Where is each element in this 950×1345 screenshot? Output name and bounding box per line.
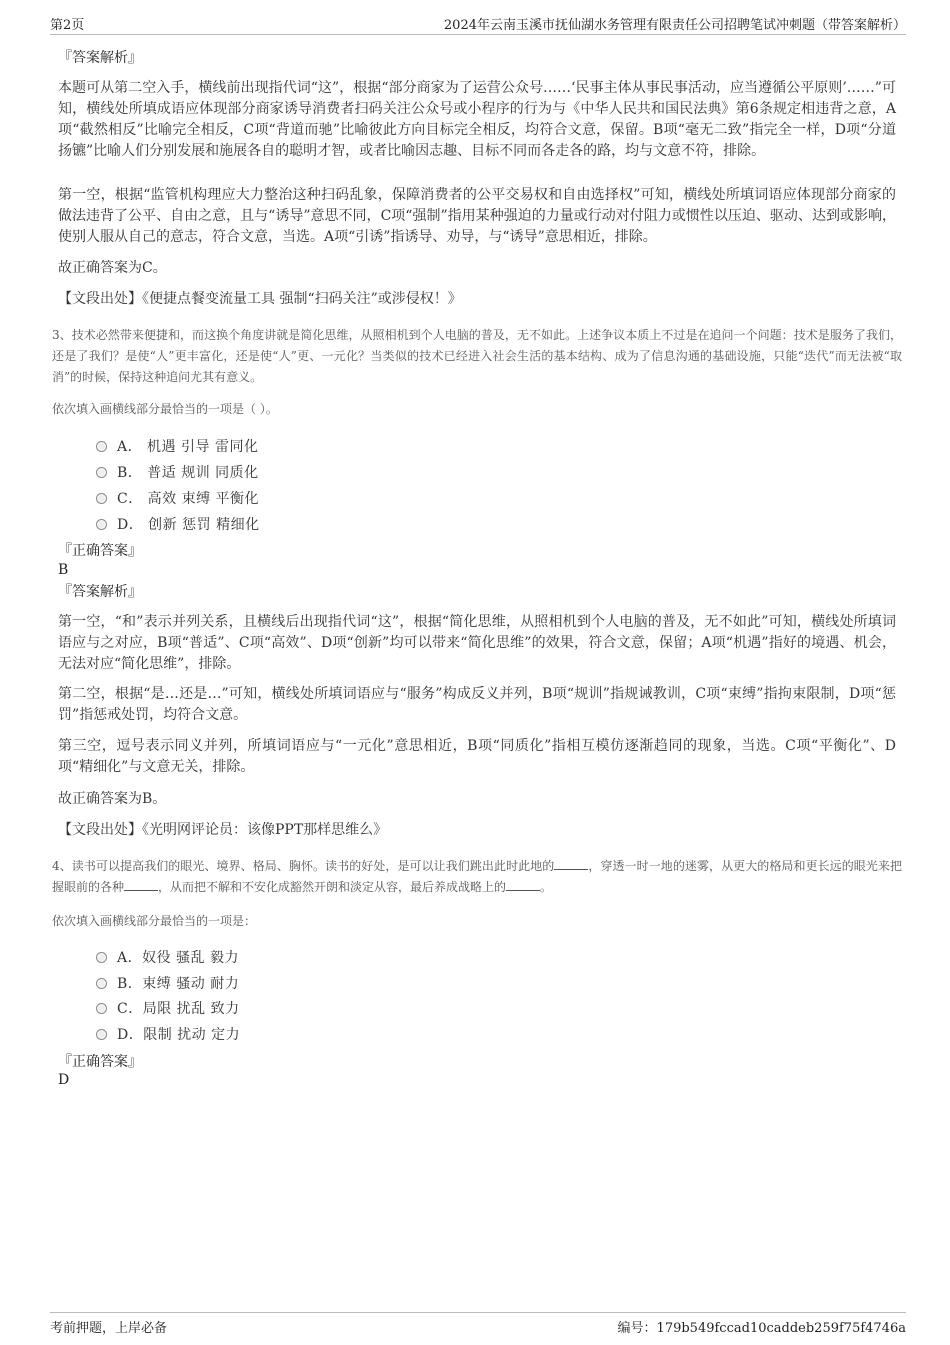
q4-prompt: 依次填入画横线部分最恰当的一项是： bbox=[52, 914, 257, 928]
page-header bbox=[50, 12, 906, 35]
q3-analysis-paragraph-3: 第三空，逗号表示同义并列，所填词语应与“一元化”意思相近，B项“同质化”指相互模仿逐渐趋同的现象，当选。C项“平衡化”、D项“精细化”与文意无关，排除。 bbox=[58, 738, 896, 775]
q4-question-text: 4、读书可以提高我们的眼光、境界、格局、胸怀。读书的好处，是可以让我们跳出此时此地的 ，穿透一时一地的迷雾，从更大的格局和更长远的眼光来把握眼前的各种 ，从而把不解和不安化成豁然开朗和淡定从容，最后养成战略上的 。 bbox=[52, 859, 902, 894]
q3-answer: B bbox=[58, 562, 69, 578]
page-number: 第2页 bbox=[50, 18, 85, 33]
q4-option-d[interactable]: D．限制 扰动 定力 bbox=[96, 1024, 240, 1044]
q3-analysis-paragraph-1: 第一空，“和”表示并列关系，且横线后出现指代词“这”，根据“简化思维，从照相机到个人电脑的普及，无不如此”可知，横线处所填词语应与之对应，B项“普适”、C项“高效”、D项“创新”均可以带来“简化思维”的效果，符合文意，保留；A项“机遇”指好的境遇、机会，无法对应“简化思维”，排除。 bbox=[58, 614, 896, 672]
q3-option-d[interactable]: D． 创新 惩罚 精细化 bbox=[96, 514, 260, 534]
q3-conclusion: 故正确答案为B。 bbox=[58, 791, 167, 807]
q2-analysis-paragraph-2: 第一空，根据“监管机构理应大力整治这种扫码乱象，保障消费者的公平交易权和自由选择权”可知，横线处所填词语应体现部分商家的做法违背了公平、自由之意，且与“诱导”意思不同，C项“强制”指用某种强迫的力量或行动对付阻力或惯性以压迫、驱动、达到或影响，使别人服从自己的意志，符合文意，当选。A项“引诱”指诱导、劝导，与“诱导”意思相近，排除。 bbox=[58, 187, 896, 245]
document-title: 2024年云南玉溪市抚仙湖水务管理有限责任公司招聘笔试冲刺题（带答案解析） bbox=[443, 18, 906, 33]
q3-option-b[interactable]: B． 普适 规训 同质化 bbox=[96, 462, 259, 482]
radio-button-icon[interactable] bbox=[96, 978, 107, 989]
q3-option-c[interactable]: C． 高效 束缚 平衡化 bbox=[96, 488, 259, 508]
analysis-label: 『答案解析』 bbox=[58, 584, 142, 600]
fill-blank bbox=[506, 878, 540, 891]
page-footer bbox=[50, 1312, 906, 1337]
radio-button-icon[interactable] bbox=[96, 519, 107, 530]
q3-prompt: 依次填入画横线部分最恰当的一项是（ ）。 bbox=[52, 402, 278, 416]
q4-option-a[interactable]: A．奴役 骚乱 毅力 bbox=[96, 947, 239, 967]
radio-button-icon[interactable] bbox=[96, 467, 107, 478]
fill-blank bbox=[554, 857, 588, 870]
fill-blank bbox=[124, 878, 158, 891]
q2-conclusion: 故正确答案为C。 bbox=[58, 260, 167, 276]
radio-button-icon[interactable] bbox=[96, 952, 107, 963]
analysis-label: 『答案解析』 bbox=[58, 50, 142, 66]
q2-source: 【文段出处】《便捷点餐变流量工具 强制“扫码关注”或涉侵权！》 bbox=[58, 291, 462, 307]
q3-question-text: 3、技术必然带来便捷和，而这换个角度讲就是简化思维，从照相机到个人电脑的普及，无不如此。上述争议本质上不过是在追问一个问题：技术是服务了我们，还是了我们？是使“人”更丰富化，还是使“人”更、一元化？当类似的技术已经进入社会生活的基本结构、成为了信息沟通的基础设施，只能“迭代”而无法被“取消”的时候，保持这种追问尤其有意义。 bbox=[52, 328, 902, 384]
radio-button-icon[interactable] bbox=[96, 1003, 107, 1014]
q3-analysis-paragraph-2: 第二空，根据“是…还是…”可知，横线处所填词语应与“服务”构成反义并列，B项“规训”指规诫教训，C项“束缚”指拘束限制，D项“惩罚”指惩戒处罚，均符合文意。 bbox=[58, 686, 896, 723]
q4-option-b[interactable]: B．束缚 骚动 耐力 bbox=[96, 973, 239, 993]
q4-answer: D bbox=[58, 1072, 70, 1088]
correct-answer-label: 『正确答案』 bbox=[58, 1054, 142, 1070]
footer-slogan: 考前押题，上岸必备 bbox=[50, 1321, 168, 1336]
document-code: 编号：179b549fccad10caddeb259f75f4746a bbox=[617, 1321, 906, 1336]
radio-button-icon[interactable] bbox=[96, 493, 107, 504]
q4-option-c[interactable]: C．局限 扰乱 致力 bbox=[96, 998, 240, 1018]
q3-source: 【文段出处】《光明网评论员：该像PPT那样思维么》 bbox=[58, 822, 388, 838]
radio-button-icon[interactable] bbox=[96, 1029, 107, 1040]
radio-button-icon[interactable] bbox=[96, 441, 107, 452]
q3-option-a[interactable]: A． 机遇 引导 雷同化 bbox=[96, 436, 258, 456]
correct-answer-label: 『正确答案』 bbox=[58, 543, 142, 559]
q2-analysis-paragraph-1: 本题可从第二空入手，横线前出现指代词“这”，根据“部分商家为了运营公众号……‘民事主体从事民事活动，应当遵循公平原则’……”可知，横线处所填成语应体现部分商家诱导消费者扫码关注公众号或小程序的行为与《中华人民共和国民法典》第6条规定相违背之意，A项“截然相反”比喻完全相反，C项“背道而驰”比喻彼此方向目标完全相反，均符合文意，保留。B项“毫无二致”指完全一样，D项“分道扬镳”比喻人们分别发展和施展各自的聪明才智，或者比喻因志趣、目标不同而各走各的路，均与文意不符，排除。 bbox=[58, 80, 896, 159]
